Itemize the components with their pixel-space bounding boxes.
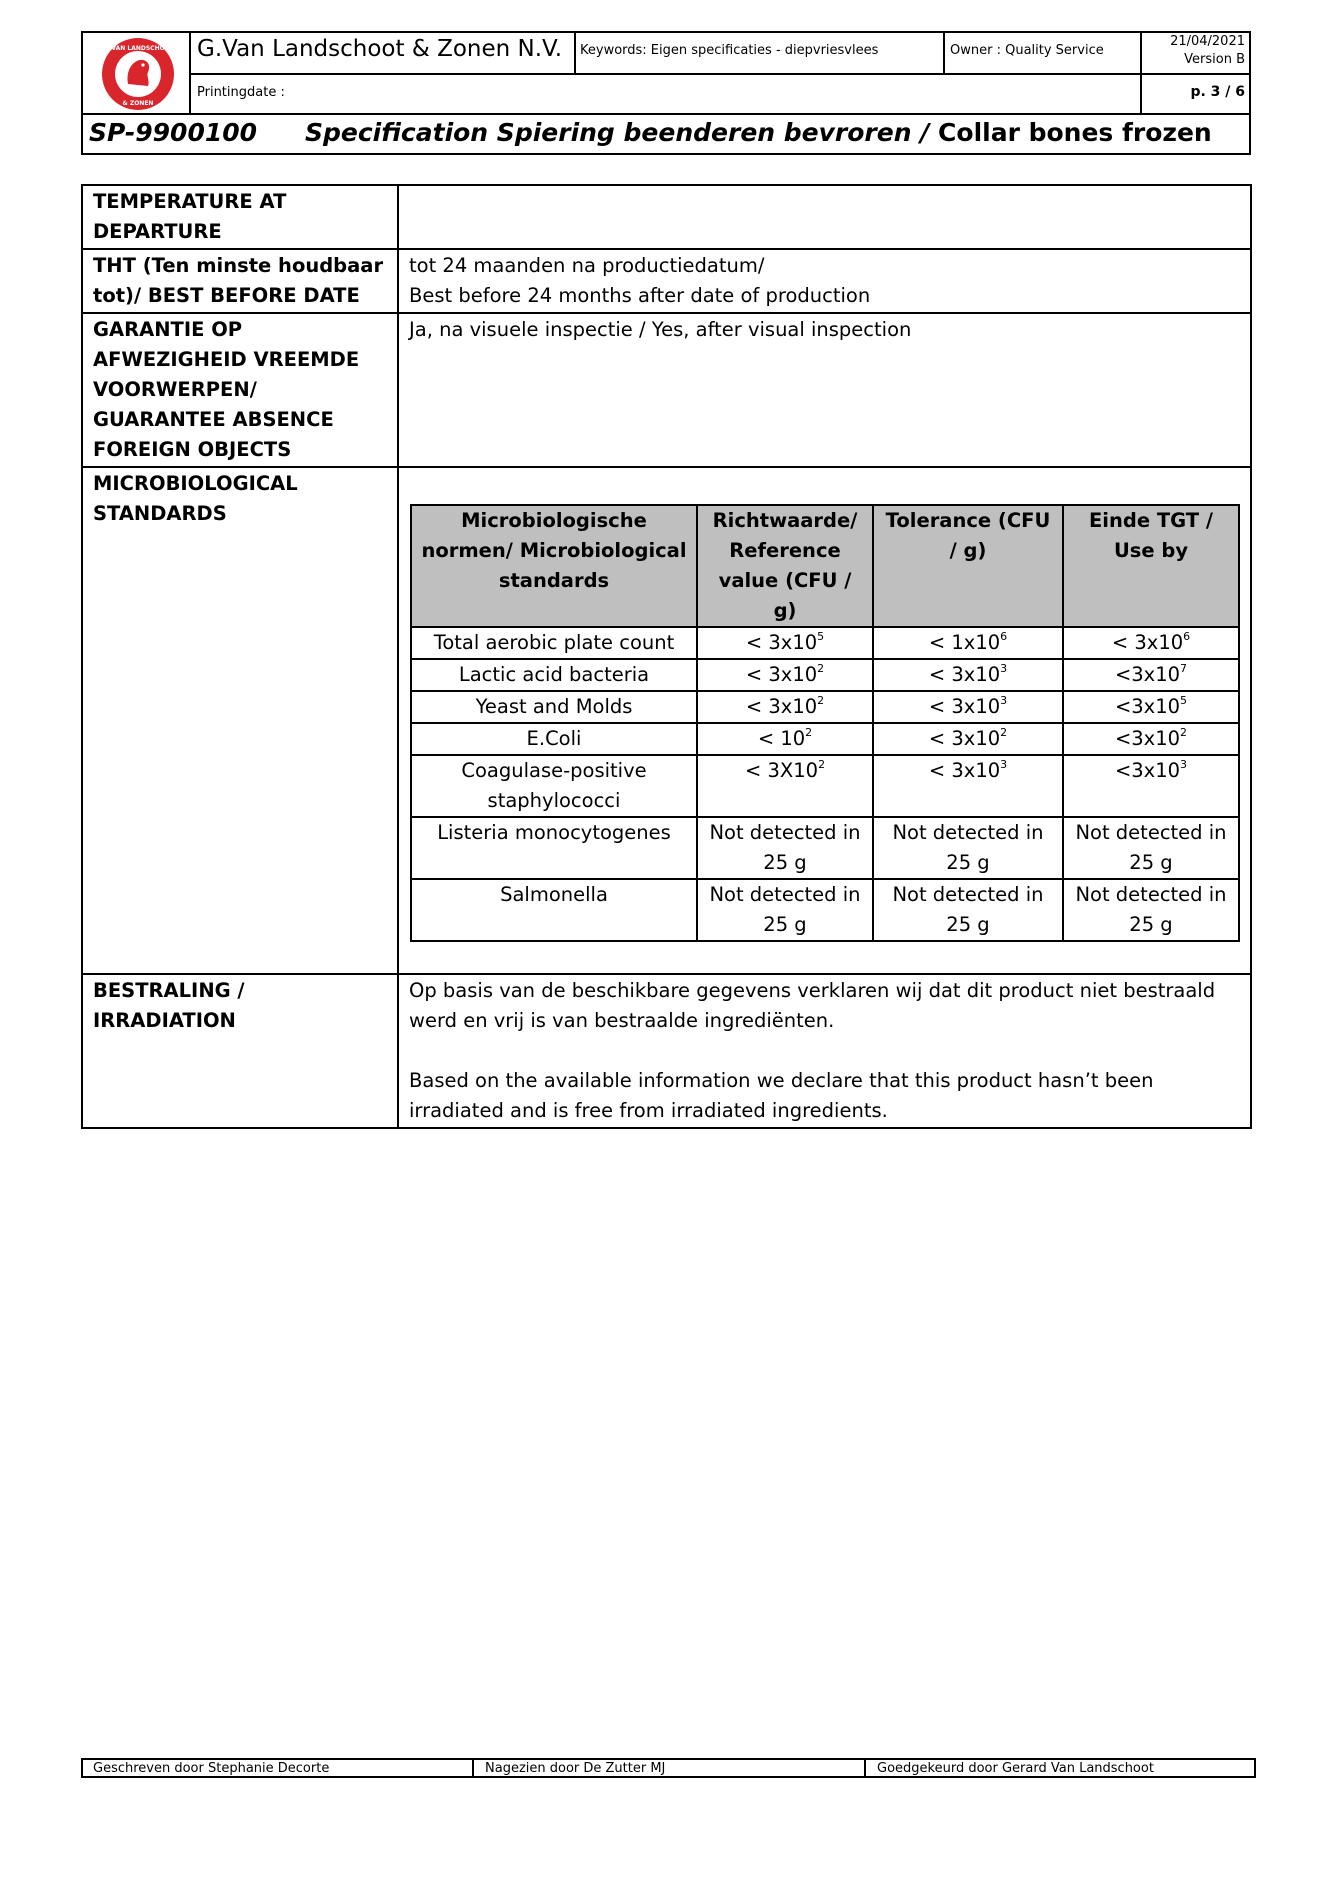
- micro-value-ref: [697, 755, 873, 817]
- micro-value-base: < 10: [757, 727, 806, 750]
- printing-date-label: Printingdate :: [197, 85, 285, 100]
- spec-label: GARANTIE OP AFWEZIGHEID VREEMDE VOORWERPEN/ GUARANTEE ABSENCE FOREIGN OBJECTS: [82, 313, 398, 467]
- micro-value-tol: [873, 817, 1063, 879]
- spec-row-microbiological: [82, 467, 1251, 974]
- micro-value-tol: [873, 659, 1063, 691]
- micro-row: [411, 755, 1239, 817]
- micro-value-base: <3x10: [1114, 727, 1181, 750]
- micro-value-base: Not detected in 25 g: [709, 883, 861, 936]
- document-footer: [81, 1758, 1256, 1778]
- micro-value-exponent: 2: [818, 758, 826, 771]
- micro-header: Tolerance (CFU / g): [873, 505, 1063, 627]
- micro-value-use: [1063, 627, 1239, 659]
- micro-value-base: < 1x10: [928, 631, 1001, 654]
- micro-value-use: [1063, 659, 1239, 691]
- spec-value-line: Best before 24 months after date of production: [409, 284, 871, 307]
- micro-value-exponent: 3: [1000, 694, 1008, 707]
- micro-value-exponent: 2: [1180, 726, 1188, 739]
- spec-row-foreign-objects: [82, 313, 1251, 467]
- micro-parameter: Coagulase-positive staphylococci: [411, 755, 697, 817]
- micro-value-exponent: 3: [1000, 758, 1008, 771]
- irradiation-statement-en: Based on the available information we declare that this product hasn’t been irradiated and is free from irradiated ingredients.: [409, 1069, 1154, 1122]
- spec-value: [398, 974, 1251, 1128]
- micro-value-base: < 3x10: [928, 695, 1001, 718]
- micro-parameter: Yeast and Molds: [411, 691, 697, 723]
- title-english: Collar bones frozen: [929, 118, 1212, 147]
- micro-value-exponent: 6: [1183, 630, 1191, 643]
- micro-value-tol: [873, 691, 1063, 723]
- footer-reviewed-by: Nagezien door De Zutter MJ: [485, 1761, 666, 1776]
- micro-value-base: < 3x10: [928, 663, 1001, 686]
- spec-label: BESTRALING / IRRADIATION: [82, 974, 398, 1128]
- micro-value-base: <3x10: [1114, 663, 1181, 686]
- micro-parameter: E.Coli: [411, 723, 697, 755]
- micro-value-tol: [873, 723, 1063, 755]
- micro-value-base: < 3x10: [928, 727, 1001, 750]
- micro-value-base: Not detected in 25 g: [892, 821, 1044, 874]
- svg-text:& ZONEN: & ZONEN: [122, 100, 154, 107]
- micro-value-exponent: 6: [1000, 630, 1008, 643]
- spec-value: Ja, na visuele inspectie / Yes, after visual inspection: [398, 313, 1251, 467]
- micro-value-use: [1063, 755, 1239, 817]
- date-version: [1140, 33, 1245, 69]
- spec-label: TEMPERATURE AT DEPARTURE: [82, 185, 398, 249]
- micro-value-tol: [873, 879, 1063, 941]
- micro-header: Microbiologische normen/ Microbiological standards: [411, 505, 697, 627]
- micro-value-base: < 3X10: [744, 759, 819, 782]
- micro-value-base: < 3x10: [745, 695, 818, 718]
- micro-parameter: Total aerobic plate count: [411, 627, 697, 659]
- specification-table: [81, 184, 1252, 1129]
- micro-value-exponent: 3: [1000, 662, 1008, 675]
- micro-value-use: [1063, 879, 1239, 941]
- micro-value-ref: [697, 627, 873, 659]
- spec-value-line: tot 24 maanden na productiedatum/: [409, 254, 765, 277]
- spec-value: [398, 467, 1251, 974]
- spec-row-temperature: [82, 185, 1251, 249]
- micro-parameter: Lactic acid bacteria: [411, 659, 697, 691]
- micro-row: [411, 879, 1239, 941]
- micro-value-base: <3x10: [1114, 695, 1181, 718]
- micro-value-exponent: 2: [805, 726, 813, 739]
- micro-row: [411, 627, 1239, 659]
- micro-value-base: Not detected in 25 g: [1075, 821, 1227, 874]
- micro-value-exponent: 2: [1000, 726, 1008, 739]
- company-name: G.Van Landschoot & Zonen N.V.: [197, 36, 563, 62]
- micro-row: [411, 691, 1239, 723]
- micro-header: Einde TGT / Use by: [1063, 505, 1239, 627]
- micro-value-exponent: 3: [1180, 758, 1188, 771]
- micro-value-base: < 3x10: [745, 631, 818, 654]
- footer-written-by: Geschreven door Stephanie Decorte: [93, 1761, 330, 1776]
- micro-header: Richtwaarde/ Reference value (CFU / g): [697, 505, 873, 627]
- micro-value-ref: [697, 723, 873, 755]
- micro-value-tol: [873, 755, 1063, 817]
- micro-value-base: <3x10: [1114, 759, 1181, 782]
- micro-body: [411, 627, 1239, 941]
- version: Version B: [1184, 52, 1245, 67]
- micro-value-use: [1063, 817, 1239, 879]
- company-logo: [96, 36, 180, 112]
- micro-value-base: Not detected in 25 g: [892, 883, 1044, 936]
- svg-text:G. VAN LANDSCHOOT: G. VAN LANDSCHOOT: [102, 45, 174, 52]
- micro-value-ref: [697, 817, 873, 879]
- micro-value-base: Not detected in 25 g: [1075, 883, 1227, 936]
- micro-value-exponent: 7: [1180, 662, 1188, 675]
- micro-value-exponent: 5: [1180, 694, 1188, 707]
- micro-value-ref: [697, 659, 873, 691]
- revision-date: 21/04/2021: [1170, 34, 1245, 49]
- irradiation-statement-nl: Op basis van de beschikbare gegevens verklaren wij dat dit product niet bestraald werd en vrij is van bestraalde ingrediënten.: [409, 979, 1216, 1032]
- micro-value-exponent: 5: [817, 630, 825, 643]
- spec-row-best-before: [82, 249, 1251, 313]
- micro-value-ref: [697, 879, 873, 941]
- micro-value-base: < 3x10: [928, 759, 1001, 782]
- keywords: Keywords: Eigen specificaties - diepvriesvlees: [580, 43, 879, 58]
- micro-value-use: [1063, 691, 1239, 723]
- micro-row: [411, 817, 1239, 879]
- footer-approved-by: Goedgekeurd door Gerard Van Landschoot: [877, 1761, 1154, 1776]
- micro-value-use: [1063, 723, 1239, 755]
- micro-parameter: Listeria monocytogenes: [411, 817, 697, 879]
- document-id: SP-9900100: [89, 118, 258, 147]
- micro-row: [411, 659, 1239, 691]
- micro-value-exponent: 2: [817, 662, 825, 675]
- micro-value-exponent: 2: [817, 694, 825, 707]
- micro-header-row: [411, 505, 1239, 627]
- micro-value-ref: [697, 691, 873, 723]
- micro-value-base: < 3x10: [745, 663, 818, 686]
- micro-value-base: < 3x10: [1111, 631, 1184, 654]
- micro-parameter: Salmonella: [411, 879, 697, 941]
- page-number: p. 3 / 6: [1190, 84, 1245, 100]
- spec-row-irradiation: [82, 974, 1251, 1128]
- spec-value: [398, 249, 1251, 313]
- document-title: [305, 118, 1212, 147]
- micro-value-tol: [873, 627, 1063, 659]
- owner: Owner : Quality Service: [950, 43, 1104, 58]
- spec-value: [398, 185, 1251, 249]
- title-dutch: Specification Spiering beenderen bevroren /: [305, 118, 930, 147]
- spec-label: MICROBIOLOGICAL STANDARDS: [82, 467, 398, 974]
- micro-row: [411, 723, 1239, 755]
- microbiological-table: [410, 504, 1240, 942]
- spec-label: THT (Ten minste houdbaar tot)/ BEST BEFORE DATE: [82, 249, 398, 313]
- micro-value-base: Not detected in 25 g: [709, 821, 861, 874]
